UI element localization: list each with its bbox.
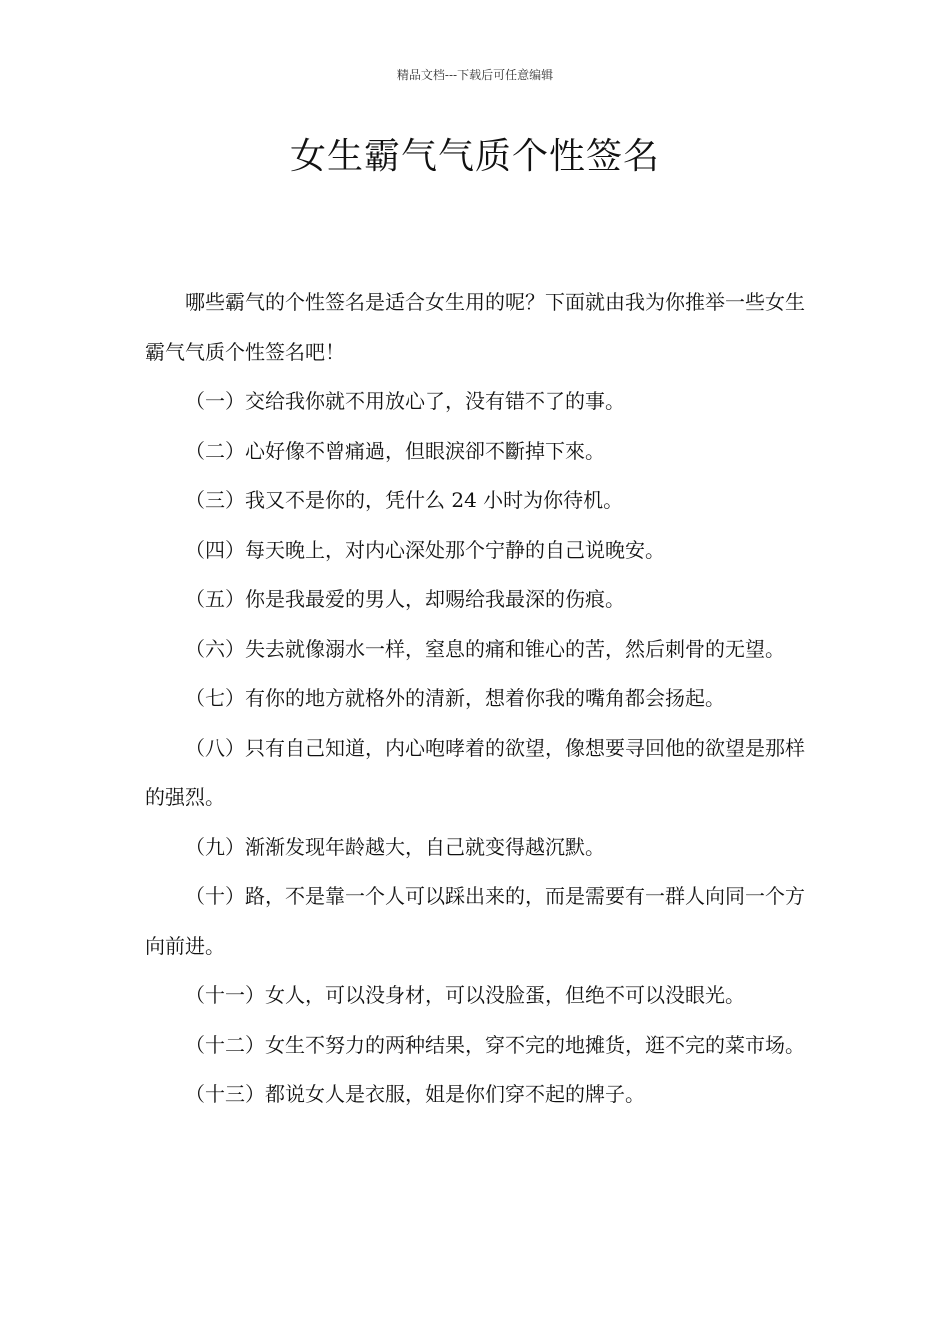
header-note: 精品文档---下载后可任意编辑 [396, 68, 554, 82]
paragraph-9: （九）渐渐发现年龄越大，自己就变得越沉默。 [185, 834, 605, 859]
paragraph-10: （十）路，不是靠一个人可以踩出来的，而是需要有一群人向同一个方向前进。 [145, 884, 805, 958]
paragraph-11: （十一）女人，可以没身材，可以没脸蛋，但绝不可以没眼光。 [185, 983, 745, 1007]
paragraph-5: （五）你是我最爱的男人，却赐给我最深的伤痕。 [185, 587, 625, 611]
paragraph-13: （十三）都说女人是衣服，姐是你们穿不起的牌子。 [185, 1082, 645, 1106]
paragraph-7: （七）有你的地方就格外的清新，想着你我的嘴角都会扬起。 [185, 686, 725, 710]
paragraph-4: （四）每天晚上，对内心深处那个宁静的自己说晚安。 [185, 537, 665, 562]
paragraph-8: （八）只有自己知道，内心咆哮着的欲望，像想要寻回他的欲望是那样的强烈。 [145, 735, 805, 809]
paragraph-12: （十二）女生不努力的两种结果，穿不完的地摊货，逛不完的菜市场。 [185, 1032, 805, 1057]
paragraph-2: （二）心好像不曾痛過，但眼淚卻不斷掉下來。 [185, 438, 605, 463]
paragraph-1: （一）交给我你就不用放心了，没有错不了的事。 [185, 389, 625, 413]
page-title: 女生霸气气质个性签名 [289, 136, 660, 177]
document-body [145, 278, 805, 1120]
paragraph-6: （六）失去就像溺水一样，窒息的痛和锥心的苦，然后刺骨的无望。 [185, 636, 785, 661]
paragraph-intro: 哪些霸气的个性签名是适合女生用的呢？下面就由我为你推举一些女生霸气气质个性签名吧！ [145, 290, 805, 364]
paragraph-3: （三）我又不是你的，凭什么 24 小时为你待机。 [185, 488, 624, 512]
